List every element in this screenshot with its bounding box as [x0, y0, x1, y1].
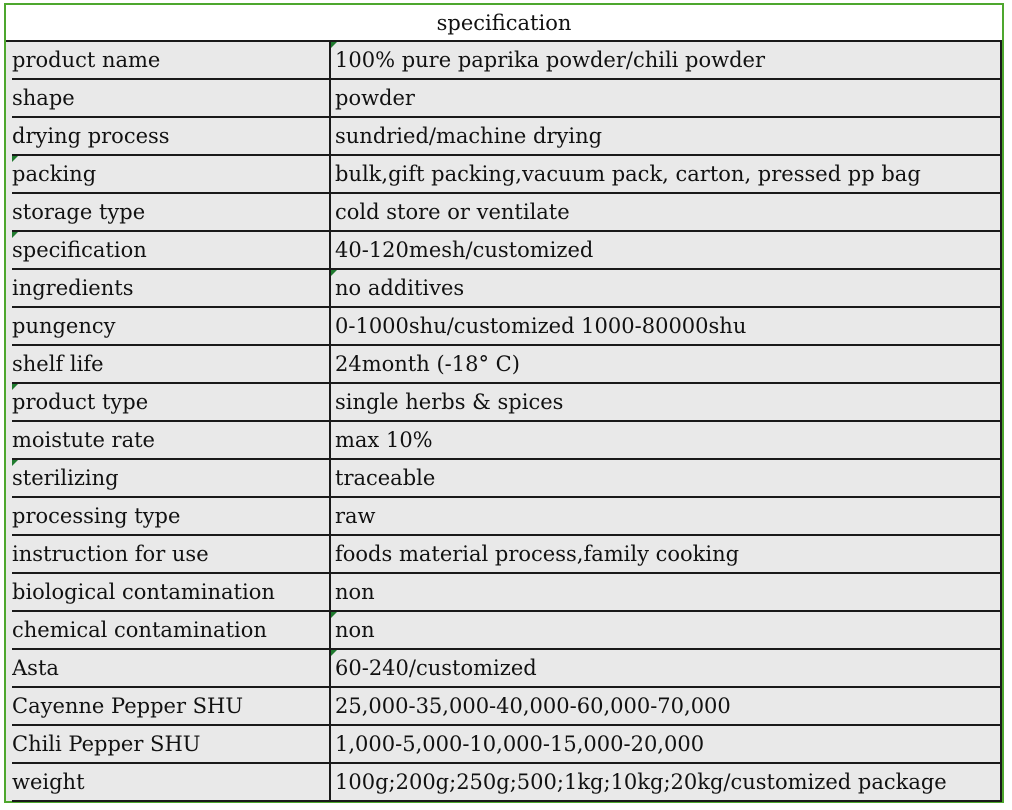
cell-label[interactable]: product name [12, 42, 330, 79]
cell-label[interactable]: instruction for use [12, 535, 330, 573]
cell-value[interactable]: 0-1000shu/customized 1000-80000shu [330, 307, 1001, 345]
cell-label[interactable]: shape [12, 79, 330, 117]
sheet-title: specification [6, 5, 1002, 42]
table-row [12, 269, 1001, 307]
cell-value[interactable]: 1,000-5,000-10,000-15,000-20,000 [330, 725, 1001, 763]
cell-value[interactable]: bulk,gift packing,vacuum pack, carton, pressed pp bag [330, 155, 1001, 193]
cell-label[interactable]: moistute rate [12, 421, 330, 459]
cell-value[interactable]: no additives [330, 269, 1001, 307]
table-row [12, 193, 1001, 231]
spec-table [12, 42, 1002, 802]
cell-value[interactable]: 40-120mesh/customized [330, 231, 1001, 269]
spec-sheet [4, 3, 1004, 803]
cell-label[interactable]: biological contamination [12, 573, 330, 611]
cell-label[interactable]: Chili Pepper SHU [12, 725, 330, 763]
cell-label[interactable]: shelf life [12, 345, 330, 383]
cell-value[interactable]: 60-240/customized [330, 649, 1001, 687]
cell-label[interactable]: product type [12, 383, 330, 421]
cell-value[interactable]: 100g;200g;250g;500;1kg;10kg;20kg/customized package [330, 763, 1001, 801]
cell-label[interactable]: Asta [12, 649, 330, 687]
table-row [12, 459, 1001, 497]
cell-label[interactable]: storage type [12, 193, 330, 231]
table-row [12, 383, 1001, 421]
cell-label[interactable]: weight [12, 763, 330, 801]
cell-label[interactable]: specification [12, 231, 330, 269]
cell-label[interactable]: processing type [12, 497, 330, 535]
cell-label[interactable]: Cayenne Pepper SHU [12, 687, 330, 725]
table-row [12, 42, 1001, 79]
cell-value[interactable]: foods material process,family cooking [330, 535, 1001, 573]
cell-value[interactable]: 100% pure paprika powder/chili powder [330, 42, 1001, 79]
table-row [12, 231, 1001, 269]
table-row [12, 611, 1001, 649]
table-row [12, 345, 1001, 383]
cell-value[interactable]: sundried/machine drying [330, 117, 1001, 155]
cell-value[interactable]: non [330, 573, 1001, 611]
table-row [12, 725, 1001, 763]
table-row [12, 497, 1001, 535]
table-row [12, 421, 1001, 459]
cell-value[interactable]: traceable [330, 459, 1001, 497]
table-row [12, 687, 1001, 725]
cell-value[interactable]: 25,000-35,000-40,000-60,000-70,000 [330, 687, 1001, 725]
cell-label[interactable]: drying process [12, 117, 330, 155]
table-row [12, 117, 1001, 155]
cell-label[interactable]: packing [12, 155, 330, 193]
cell-label[interactable]: chemical contamination [12, 611, 330, 649]
cell-value[interactable]: non [330, 611, 1001, 649]
cell-value[interactable]: max 10% [330, 421, 1001, 459]
table-row [12, 535, 1001, 573]
table-row [12, 649, 1001, 687]
cell-label[interactable]: pungency [12, 307, 330, 345]
table-row [12, 307, 1001, 345]
table-row [12, 573, 1001, 611]
cell-value[interactable]: cold store or ventilate [330, 193, 1001, 231]
cell-value[interactable]: single herbs & spices [330, 383, 1001, 421]
cell-label[interactable]: ingredients [12, 269, 330, 307]
table-row [12, 79, 1001, 117]
table-row [12, 155, 1001, 193]
cell-label[interactable]: sterilizing [12, 459, 330, 497]
cell-value[interactable]: raw [330, 497, 1001, 535]
cell-value[interactable]: 24month (-18° C) [330, 345, 1001, 383]
table-row [12, 763, 1001, 801]
cell-value[interactable]: powder [330, 79, 1001, 117]
